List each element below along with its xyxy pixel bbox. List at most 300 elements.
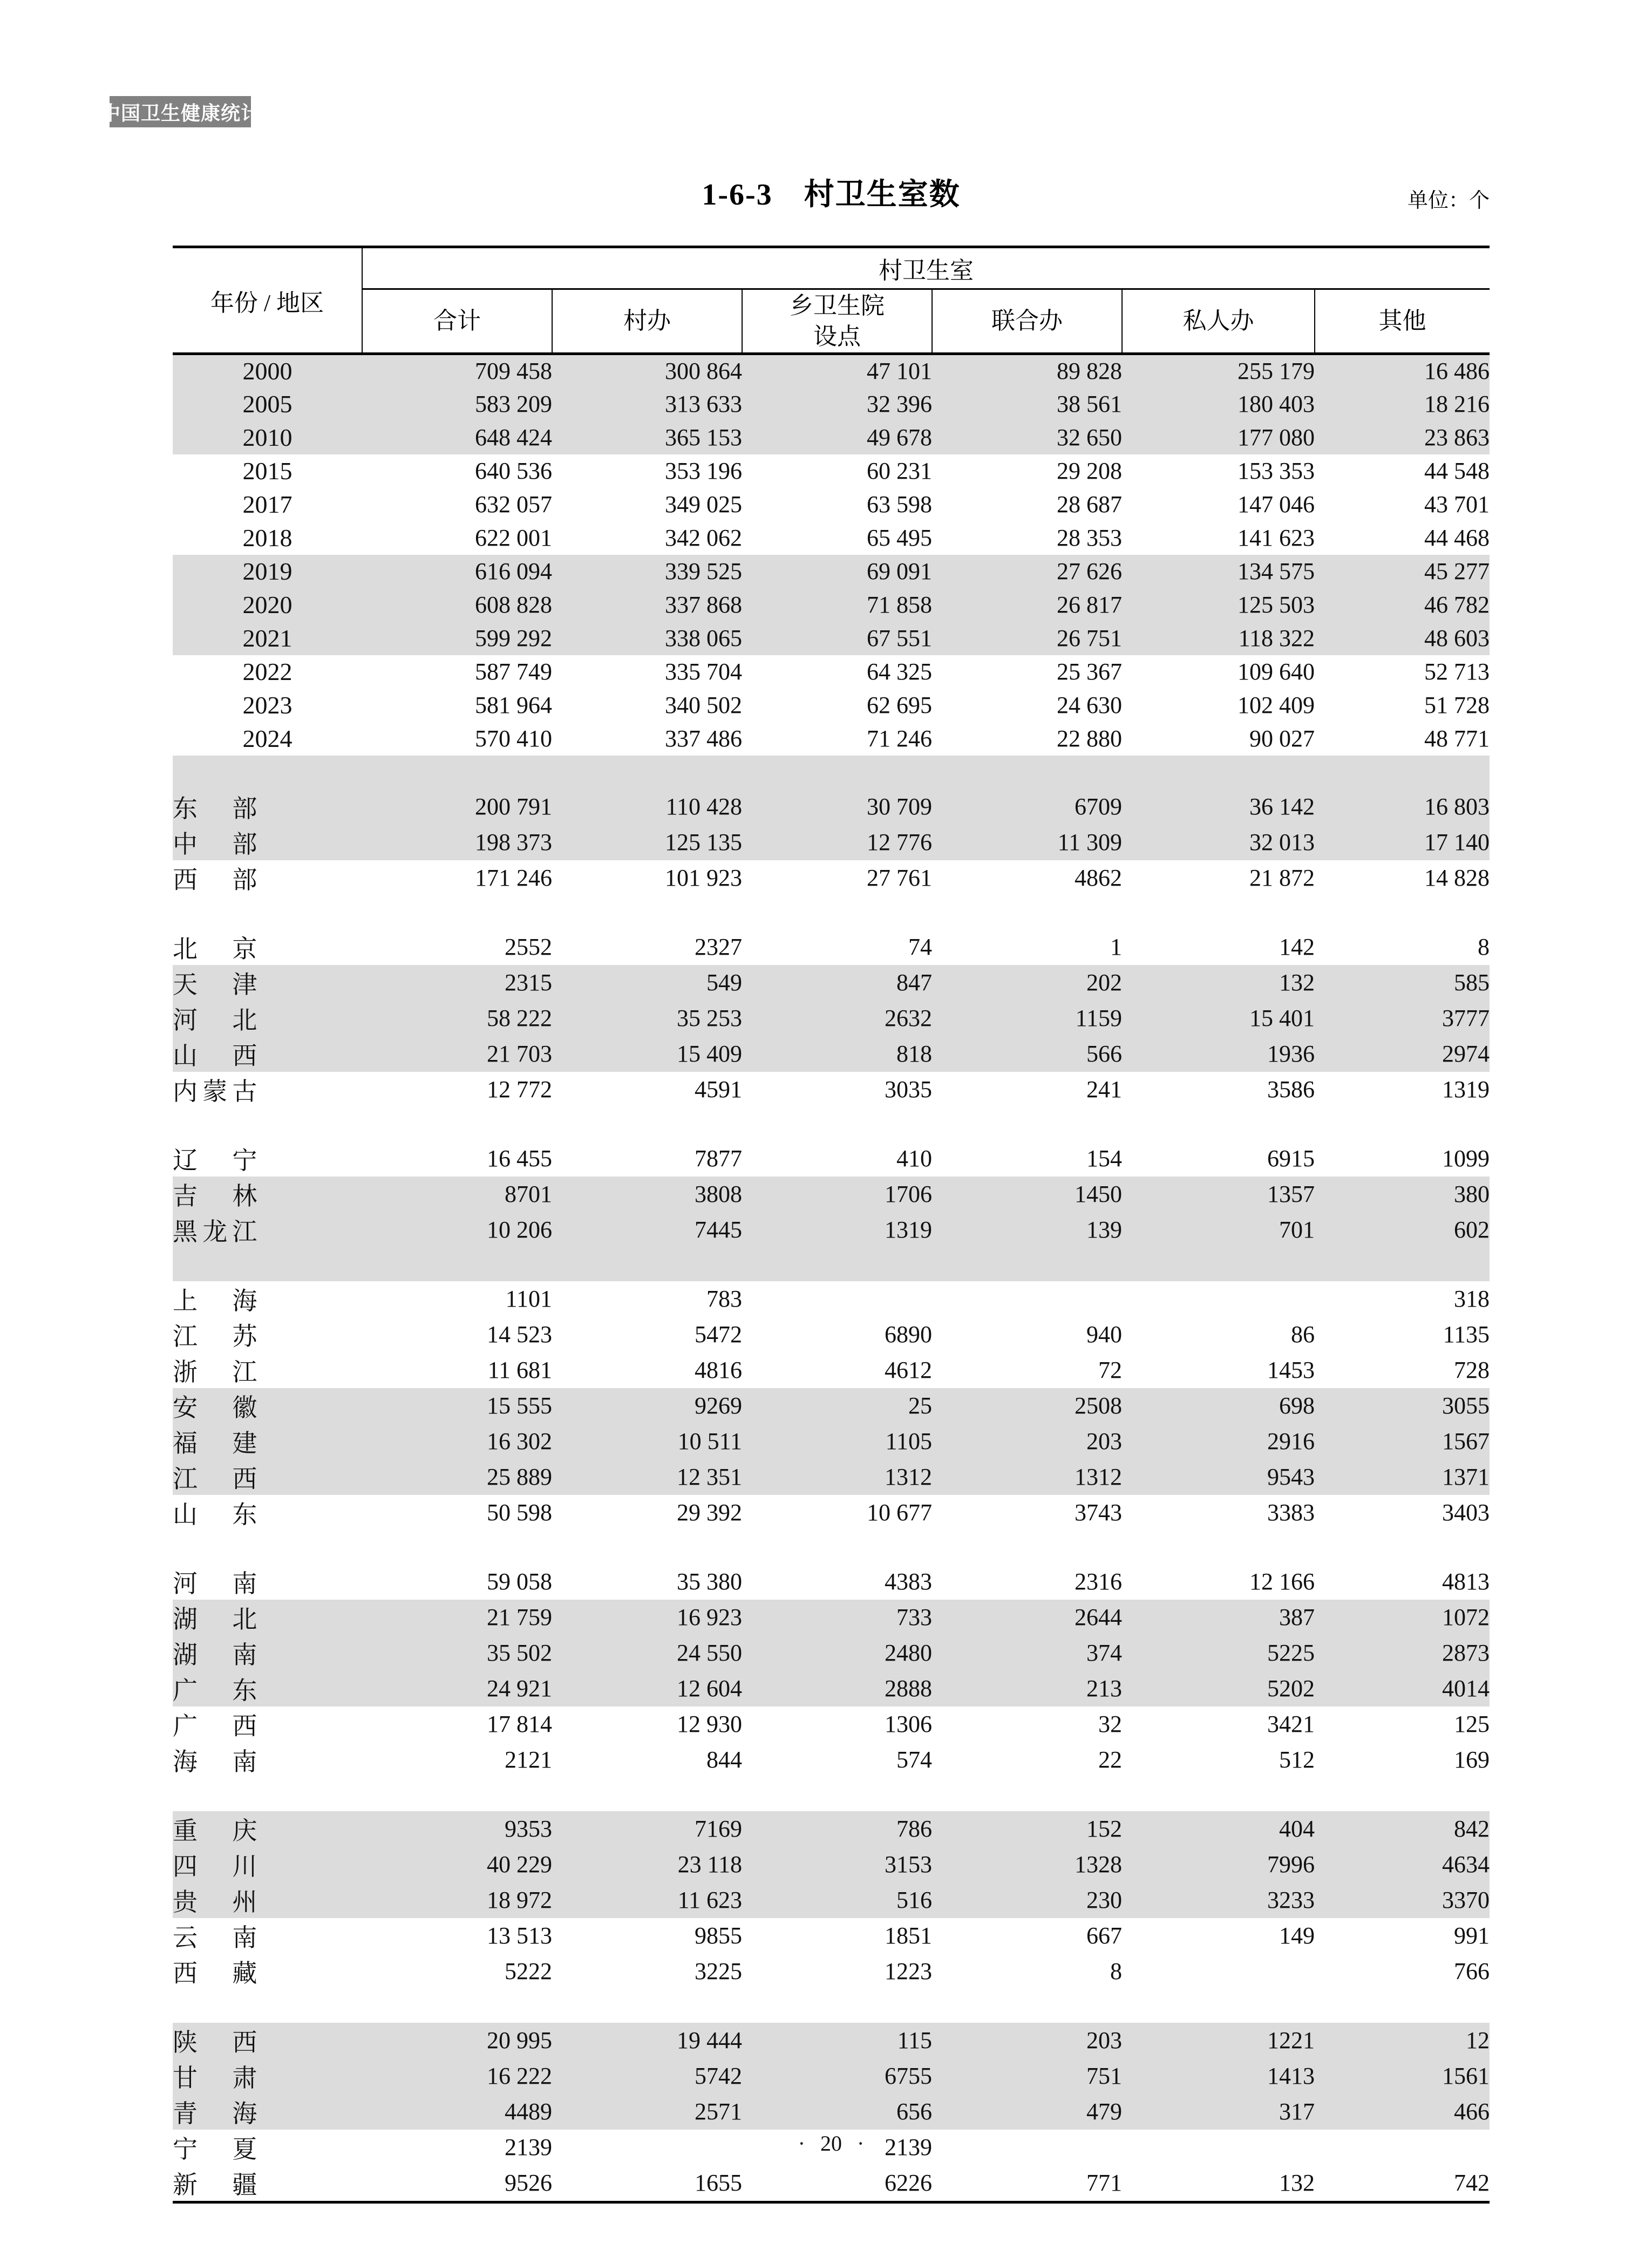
value-cell: 101 923 (665, 865, 742, 891)
value-cell: 25 367 (1057, 658, 1122, 685)
year-cell: 2020 (242, 591, 293, 618)
table-row (173, 588, 1490, 622)
value-cell: 317 (1279, 2098, 1315, 2125)
year-cell: 2018 (242, 524, 293, 552)
value-cell: 6755 (885, 2063, 932, 2089)
table-row (173, 521, 1490, 555)
value-cell: 153 353 (1238, 458, 1315, 484)
value-cell: 6709 (1075, 793, 1122, 820)
value-cell: 11 623 (677, 1887, 742, 1913)
region-cell (173, 1459, 362, 1495)
value-cell: 44 548 (1424, 458, 1490, 484)
region-label: 河北 (173, 1006, 257, 1034)
value-cell: 50 598 (487, 1499, 552, 1526)
value-cell: 338 065 (665, 625, 742, 651)
value-cell: 337 868 (665, 592, 742, 618)
region-cell (173, 1742, 362, 1778)
value-cell (1122, 1281, 1315, 1317)
value-cell: 842 (1454, 1816, 1490, 1842)
year-cell: 2023 (242, 691, 293, 719)
value-cell: 549 (706, 969, 742, 996)
value-cell: 698 (1279, 1392, 1315, 1419)
region-label: 湖北 (173, 1605, 257, 1633)
value-cell: 616 094 (475, 558, 552, 584)
value-cell: 180 403 (1238, 391, 1315, 417)
value-cell: 29 208 (1057, 458, 1122, 484)
value-cell: 2316 (1075, 1568, 1122, 1595)
value-cell: 51 728 (1424, 692, 1490, 718)
value-cell: 5472 (695, 1321, 742, 1348)
year-cell: 2019 (242, 557, 293, 585)
value-cell: 10 511 (677, 1428, 742, 1454)
value-cell: 9353 (505, 1816, 552, 1842)
value-cell: 583 209 (475, 391, 552, 417)
column-header-row (173, 289, 1490, 354)
column-header-township-branch-line1: 乡卫生院 (790, 292, 885, 319)
value-cell: 139 (1086, 1216, 1122, 1243)
value-cell: 32 396 (867, 391, 932, 417)
value-cell: 15 401 (1249, 1005, 1315, 1031)
table-row (173, 2094, 1490, 2130)
value-cell: 12 772 (487, 1076, 552, 1103)
value-cell: 29 392 (677, 1499, 742, 1526)
region-label: 浙江 (173, 1358, 257, 1386)
column-header-other: 其他 (1315, 289, 1490, 354)
value-cell: 64 325 (867, 658, 932, 685)
table-row (173, 454, 1490, 488)
value-cell: 404 (1279, 1816, 1315, 1842)
value-cell: 67 551 (867, 625, 932, 651)
value-cell: 22 (1098, 1746, 1122, 1773)
table-row (173, 1811, 1490, 1847)
value-cell: 4634 (1442, 1851, 1490, 1878)
table-row (173, 387, 1490, 421)
table-row (173, 1847, 1490, 1882)
region-cell (173, 2058, 362, 2094)
region-label: 东部 (173, 794, 257, 822)
value-cell: 374 (1086, 1640, 1122, 1666)
value-cell: 771 (932, 2165, 1122, 2202)
value-cell: 2916 (1267, 1428, 1315, 1454)
value-cell: 566 (1086, 1041, 1122, 1067)
value-cell: 8 (1110, 1958, 1122, 1984)
region-cell (173, 1600, 362, 1635)
corner-header: 年份 / 地区 (173, 247, 362, 354)
value-cell: 141 623 (1238, 525, 1315, 551)
clinic-table (173, 246, 1490, 2204)
value-cell: 19 444 (677, 2027, 742, 2054)
spacer-row (173, 1248, 1490, 1281)
value-cell: 632 057 (475, 491, 552, 518)
region-cell (173, 1072, 362, 1107)
value-cell: 74 (908, 934, 932, 960)
value-cell: 12 (1466, 2027, 1490, 2054)
value-cell: 36 142 (1249, 793, 1315, 820)
value-cell: 4383 (885, 1568, 932, 1595)
region-cell (173, 789, 362, 825)
value-cell: 4816 (695, 1357, 742, 1383)
region-label: 陕西 (173, 2028, 257, 2056)
table-row (173, 1141, 1490, 1177)
value-cell: 742 (1315, 2165, 1490, 2202)
year-cell: 2022 (242, 658, 293, 685)
region-cell (173, 1424, 362, 1459)
value-cell: 1851 (885, 1922, 932, 1949)
value-cell: 63 598 (867, 491, 932, 518)
value-cell: 24 550 (677, 1640, 742, 1666)
value-cell: 733 (896, 1604, 932, 1630)
value-cell: 48 771 (1424, 725, 1490, 752)
value-cell: 8 (1478, 934, 1490, 960)
value-cell: 32 (1098, 1711, 1122, 1737)
value-cell: 38 561 (1057, 391, 1122, 417)
value-cell: 818 (896, 1041, 932, 1067)
value-cell: 340 502 (665, 692, 742, 718)
value-cell: 27 626 (1057, 558, 1122, 584)
value-cell: 109 640 (1238, 658, 1315, 685)
value-cell: 154 (1086, 1145, 1122, 1172)
value-cell: 479 (1086, 2098, 1122, 2125)
value-cell: 21 872 (1249, 865, 1315, 891)
value-cell: 12 930 (677, 1711, 742, 1737)
value-cell: 6915 (1267, 1145, 1315, 1172)
value-cell: 12 604 (677, 1675, 742, 1702)
value-cell: 3421 (1267, 1711, 1315, 1737)
region-label: 黑龙江 (173, 1218, 257, 1246)
value-cell: 9855 (695, 1922, 742, 1949)
value-cell: 1 (1110, 934, 1122, 960)
spacer-row (173, 1778, 1490, 1811)
region-label: 四川 (173, 1852, 257, 1880)
column-header-total: 合计 (362, 289, 552, 354)
table-row (173, 929, 1490, 965)
value-cell: 701 (1279, 1216, 1315, 1243)
value-cell: 1312 (1075, 1464, 1122, 1490)
region-label: 山西 (173, 1042, 257, 1070)
value-cell: 14 828 (1424, 865, 1490, 891)
value-cell: 339 525 (665, 558, 742, 584)
value-cell: 15 555 (487, 1392, 552, 1419)
value-cell: 25 889 (487, 1464, 552, 1490)
region-label: 内蒙古 (173, 1077, 257, 1105)
column-header-township-branch (742, 289, 932, 354)
region-label: 贵州 (173, 1888, 257, 1916)
value-cell: 125 503 (1238, 592, 1315, 618)
value-cell: 1328 (1075, 1851, 1122, 1878)
value-cell: 16 923 (677, 1604, 742, 1630)
spacer-cell (173, 896, 1490, 929)
clinic-table-wrapper (173, 246, 1490, 2204)
value-cell: 16 455 (487, 1145, 552, 1172)
table-row (173, 1352, 1490, 1388)
table-row (173, 1600, 1490, 1635)
value-cell: 102 409 (1238, 692, 1315, 718)
region-cell (173, 1317, 362, 1352)
value-cell: 202 (1086, 969, 1122, 996)
region-label: 江苏 (173, 1322, 257, 1350)
value-cell: 110 428 (665, 793, 742, 820)
value-cell: 3743 (1075, 1499, 1122, 1526)
value-cell: 115 (897, 2027, 932, 2054)
value-cell: 3383 (1267, 1499, 1315, 1526)
value-cell: 35 502 (487, 1640, 552, 1666)
year-cell: 2017 (242, 491, 293, 518)
value-cell: 3808 (695, 1181, 742, 1207)
value-cell: 17 814 (487, 1711, 552, 1737)
region-label: 海南 (173, 1748, 257, 1776)
value-cell: 255 179 (1238, 358, 1315, 385)
region-cell (173, 825, 362, 860)
value-cell: 71 246 (867, 725, 932, 752)
value-cell: 342 062 (665, 525, 742, 551)
value-cell: 35 380 (677, 1568, 742, 1595)
value-cell: 587 749 (475, 658, 552, 685)
value-cell: 125 (1454, 1711, 1490, 1737)
value-cell: 200 791 (475, 793, 552, 820)
region-cell (173, 1352, 362, 1388)
value-cell: 313 633 (665, 391, 742, 417)
region-label: 上海 (173, 1287, 257, 1315)
value-cell: 1706 (885, 1181, 932, 1207)
value-cell: 3403 (1442, 1499, 1490, 1526)
value-cell: 2974 (1442, 1041, 1490, 1067)
year-cell: 2021 (242, 624, 293, 652)
value-cell: 169 (1454, 1746, 1490, 1773)
value-cell: 16 803 (1424, 793, 1490, 820)
region-label: 北京 (173, 935, 257, 963)
value-cell: 1223 (885, 1958, 932, 1984)
column-header-joint-run: 联合办 (932, 289, 1122, 354)
value-cell: 27 761 (867, 865, 932, 891)
value-cell: 608 828 (475, 592, 552, 618)
value-cell: 656 (896, 2098, 932, 2125)
value-cell: 1357 (1267, 1181, 1315, 1207)
value-cell: 581 964 (475, 692, 552, 718)
value-cell: 32 013 (1249, 829, 1315, 855)
value-cell: 28 687 (1057, 491, 1122, 518)
value-cell: 171 246 (475, 865, 552, 891)
value-cell: 1655 (552, 2165, 742, 2202)
value-cell: 335 704 (665, 658, 742, 685)
table-row (173, 2165, 1490, 2202)
table-row (173, 354, 1490, 387)
value-cell: 2139 (505, 2134, 552, 2160)
table-row (173, 421, 1490, 454)
value-cell: 30 709 (867, 793, 932, 820)
value-cell: 300 864 (665, 358, 742, 385)
page-number: · 20 · (798, 2131, 865, 2156)
value-cell: 2139 (885, 2134, 932, 2160)
value-cell: 16 302 (487, 1428, 552, 1454)
value-cell: 2888 (885, 1675, 932, 1702)
yearbook-badge-label: 2025中国卫生健康统计年鉴 (60, 102, 301, 124)
value-cell: 47 101 (867, 358, 932, 385)
value-cell: 149 (1279, 1922, 1315, 1949)
value-cell: 1319 (885, 1216, 932, 1243)
value-cell: 12 351 (677, 1464, 742, 1490)
value-cell: 1135 (1443, 1321, 1490, 1348)
spacer-cell (173, 1107, 1490, 1141)
value-cell: 622 001 (475, 525, 552, 551)
spacer-cell (173, 1248, 1490, 1281)
spacer-row (173, 1107, 1490, 1141)
value-cell: 9269 (695, 1392, 742, 1419)
value-cell: 640 536 (475, 458, 552, 484)
spacer-row (173, 896, 1490, 929)
value-cell: 585 (1454, 969, 1490, 996)
region-cell (173, 2165, 362, 2202)
value-cell: 940 (1086, 1321, 1122, 1348)
value-cell: 4014 (1442, 1675, 1490, 1702)
value-cell: 198 373 (475, 829, 552, 855)
value-cell: 43 701 (1424, 491, 1490, 518)
spacer-cell (173, 1778, 1490, 1811)
value-cell: 14 523 (487, 1321, 552, 1348)
column-header-township-branch-line2: 设点 (813, 323, 861, 350)
value-cell: 7445 (695, 1216, 742, 1243)
table-row (173, 1212, 1490, 1248)
value-cell: 21 703 (487, 1041, 552, 1067)
value-cell: 337 486 (665, 725, 742, 752)
region-cell (173, 1177, 362, 1212)
value-cell: 24 630 (1057, 692, 1122, 718)
region-cell (173, 1212, 362, 1248)
value-cell: 2644 (1075, 1604, 1122, 1630)
value-cell: 602 (1454, 1216, 1490, 1243)
value-cell (1122, 1954, 1315, 1989)
table-row (173, 722, 1490, 756)
value-cell: 241 (1086, 1076, 1122, 1103)
spacer-cell (173, 1531, 1490, 1564)
value-cell: 3233 (1267, 1887, 1315, 1913)
value-cell: 23 118 (677, 1851, 742, 1878)
region-label: 广东 (173, 1676, 257, 1704)
region-label: 湖南 (173, 1641, 257, 1669)
table-row (173, 622, 1490, 655)
table-row (173, 1072, 1490, 1107)
region-label: 甘肃 (173, 2064, 257, 2092)
table-row (173, 2058, 1490, 2094)
table-row (173, 1671, 1490, 1707)
value-cell: 45 277 (1424, 558, 1490, 584)
value-cell: 134 575 (1238, 558, 1315, 584)
value-cell: 12 776 (867, 829, 932, 855)
value-cell: 62 695 (867, 692, 932, 718)
table-row (173, 1564, 1490, 1600)
value-cell: 65 495 (867, 525, 932, 551)
value-cell: 24 921 (487, 1675, 552, 1702)
value-cell: 2480 (885, 1640, 932, 1666)
table-row (173, 1495, 1490, 1531)
value-cell: 466 (1454, 2098, 1490, 2125)
value-cell: 177 080 (1238, 424, 1315, 451)
value-cell: 1371 (1442, 1464, 1490, 1490)
region-cell (173, 860, 362, 896)
value-cell: 9543 (1267, 1464, 1315, 1490)
table-row (173, 1707, 1490, 1742)
value-cell: 667 (1086, 1922, 1122, 1949)
value-cell: 318 (1454, 1286, 1490, 1312)
region-label: 河南 (173, 1569, 257, 1597)
value-cell: 2508 (1075, 1392, 1122, 1419)
table-row (173, 1742, 1490, 1778)
year-cell: 2005 (242, 390, 293, 418)
region-label: 云南 (173, 1923, 257, 1952)
value-cell: 28 353 (1057, 525, 1122, 551)
year-cell: 2010 (242, 424, 293, 451)
value-cell: 365 153 (665, 424, 742, 451)
region-label: 安徽 (173, 1393, 257, 1422)
value-cell: 991 (1454, 1922, 1490, 1949)
region-cell (173, 1141, 362, 1177)
value-cell: 380 (1454, 1181, 1490, 1207)
region-cell (173, 2094, 362, 2130)
value-cell: 574 (896, 1746, 932, 1773)
value-cell: 751 (1086, 2063, 1122, 2089)
region-cell (173, 1388, 362, 1424)
value-cell: 1453 (1267, 1357, 1315, 1383)
value-cell: 847 (896, 969, 932, 996)
region-label: 中部 (173, 830, 257, 858)
value-cell: 58 222 (487, 1005, 552, 1031)
value-cell: 2571 (695, 2098, 742, 2125)
value-cell: 2873 (1442, 1640, 1490, 1666)
value-cell: 7169 (695, 1816, 742, 1842)
value-cell: 4862 (1075, 865, 1122, 891)
value-cell: 20 995 (487, 2027, 552, 2054)
value-cell: 23 863 (1424, 424, 1490, 451)
value-cell: 12 166 (1249, 1568, 1315, 1595)
value-cell: 11 309 (1057, 829, 1122, 855)
value-cell: 1221 (1267, 2027, 1315, 2054)
value-cell: 125 135 (665, 829, 742, 855)
value-cell: 2121 (505, 1746, 552, 1773)
value-cell: 1101 (505, 1286, 552, 1312)
table-row (173, 1954, 1490, 1989)
value-cell: 4489 (505, 2098, 552, 2125)
region-label: 广西 (173, 1712, 257, 1740)
region-cell (173, 1707, 362, 1742)
value-cell: 17 140 (1424, 829, 1490, 855)
value-cell: 844 (706, 1746, 742, 1773)
value-cell: 786 (896, 1816, 932, 1842)
table-row (173, 655, 1490, 689)
value-cell: 21 759 (487, 1604, 552, 1630)
region-label: 天津 (173, 970, 257, 998)
table-row (173, 1036, 1490, 1072)
value-cell: 40 229 (487, 1851, 552, 1878)
table-row (173, 1882, 1490, 1918)
value-cell (742, 1281, 932, 1317)
value-cell: 15 409 (677, 1041, 742, 1067)
value-cell: 783 (706, 1286, 742, 1312)
value-cell: 132 (1122, 2165, 1315, 2202)
value-cell: 709 458 (475, 358, 552, 385)
table-row (173, 860, 1490, 896)
region-label: 西藏 (173, 1959, 257, 1987)
value-cell: 89 828 (1057, 358, 1122, 385)
value-cell: 4612 (885, 1357, 932, 1383)
value-cell: 10 206 (487, 1216, 552, 1243)
value-cell: 230 (1086, 1887, 1122, 1913)
value-cell: 1312 (885, 1464, 932, 1490)
value-cell: 132 (1279, 969, 1315, 996)
value-cell: 2632 (885, 1005, 932, 1031)
value-cell: 7996 (1267, 1851, 1315, 1878)
value-cell: 1450 (1075, 1181, 1122, 1207)
value-cell: 5222 (505, 1958, 552, 1984)
table-row (173, 1281, 1490, 1317)
